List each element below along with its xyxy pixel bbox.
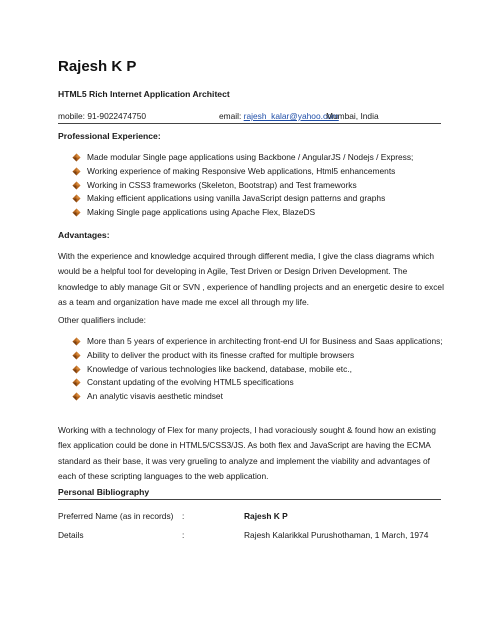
advantages-paragraph: With the experience and knowledge acquired through different media, I give the class diagrams which would be a helpful tool for developing in Agile, Test Driven or Design Driven Development. The knowledge to ably manage Git or SVN , experience of handling projects and an energetic desire to excel as a team and organization have made me excel all through my life. <box>58 251 444 308</box>
bullet-icon <box>72 194 81 203</box>
bullet-icon <box>72 365 81 374</box>
preferred-name-label: Preferred Name (as in records) <box>58 511 174 521</box>
preferred-name-colon: : <box>182 511 185 521</box>
details-value: Rajesh Kalarikkal Purushothaman, 1 March, 1974 <box>244 530 429 540</box>
bullet-icon <box>72 167 81 176</box>
flex-paragraph: Working with a technology of Flex for many projects, I had voraciously sought & found how an existing flex application could be done in HTML5/CSS3/JS. As both flex and JavaScript are having the ECMA standard as their base, it was very grueling to analyze and implement the viability and advantages of each of these scripting languages to the web application. <box>58 425 436 482</box>
list-item: An analytic visavis aesthetic mindset <box>72 390 443 404</box>
advantages-heading: Advantages: <box>58 230 110 240</box>
list-item: Making efficient applications using vanilla JavaScript design patterns and graphs <box>72 192 413 206</box>
location: Mumbai, India <box>326 111 379 121</box>
list-item: Making Single page applications using Apache Flex, BlazeDS <box>72 206 413 220</box>
bullet-icon <box>72 392 81 401</box>
bullet-icon <box>72 378 81 387</box>
bullet-icon <box>72 337 81 346</box>
bullet-icon <box>72 351 81 360</box>
bullet-icon <box>72 181 81 190</box>
preferred-name-value: Rajesh K P <box>244 511 288 521</box>
mobile-number: mobile: 91-9022474750 <box>58 111 147 121</box>
qualifiers-heading: Other qualifiers include: <box>58 315 146 325</box>
bibliography-divider <box>58 499 441 500</box>
list-item: Made modular Single page applications using Backbone / AngularJS / Nodejs / Express; <box>72 151 413 165</box>
list-item: Ability to deliver the product with its finesse crafted for multiple browsers <box>72 349 443 363</box>
candidate-name: Rajesh K P <box>58 58 137 75</box>
list-item: Working experience of making Responsive Web applications, Html5 enhancements <box>72 165 413 179</box>
bullet-icon <box>72 153 81 162</box>
list-item: Knowledge of various technologies like backend, database, mobile etc., <box>72 363 443 377</box>
bibliography-heading: Personal Bibliography <box>58 487 150 497</box>
list-item: Constant updating of the evolving HTML5 specifications <box>72 376 443 390</box>
email-link[interactable]: rajesh_kalar@yahoo.com <box>243 111 339 121</box>
bullet-icon <box>72 208 81 217</box>
header-divider <box>58 123 441 124</box>
qualifiers-list <box>72 335 443 404</box>
email-label: email: <box>219 111 242 121</box>
list-item: More than 5 years of experience in architecting front-end UI for Business and Saas applications; <box>72 335 443 349</box>
candidate-role: HTML5 Rich Internet Application Architect <box>58 89 230 99</box>
details-label: Details <box>58 530 84 540</box>
list-item: Working in CSS3 frameworks (Skeleton, Bootstrap) and Test frameworks <box>72 179 413 193</box>
email-line <box>219 111 339 121</box>
details-colon: : <box>182 530 185 540</box>
experience-list <box>72 151 413 220</box>
experience-heading: Professional Experience: <box>58 131 161 141</box>
